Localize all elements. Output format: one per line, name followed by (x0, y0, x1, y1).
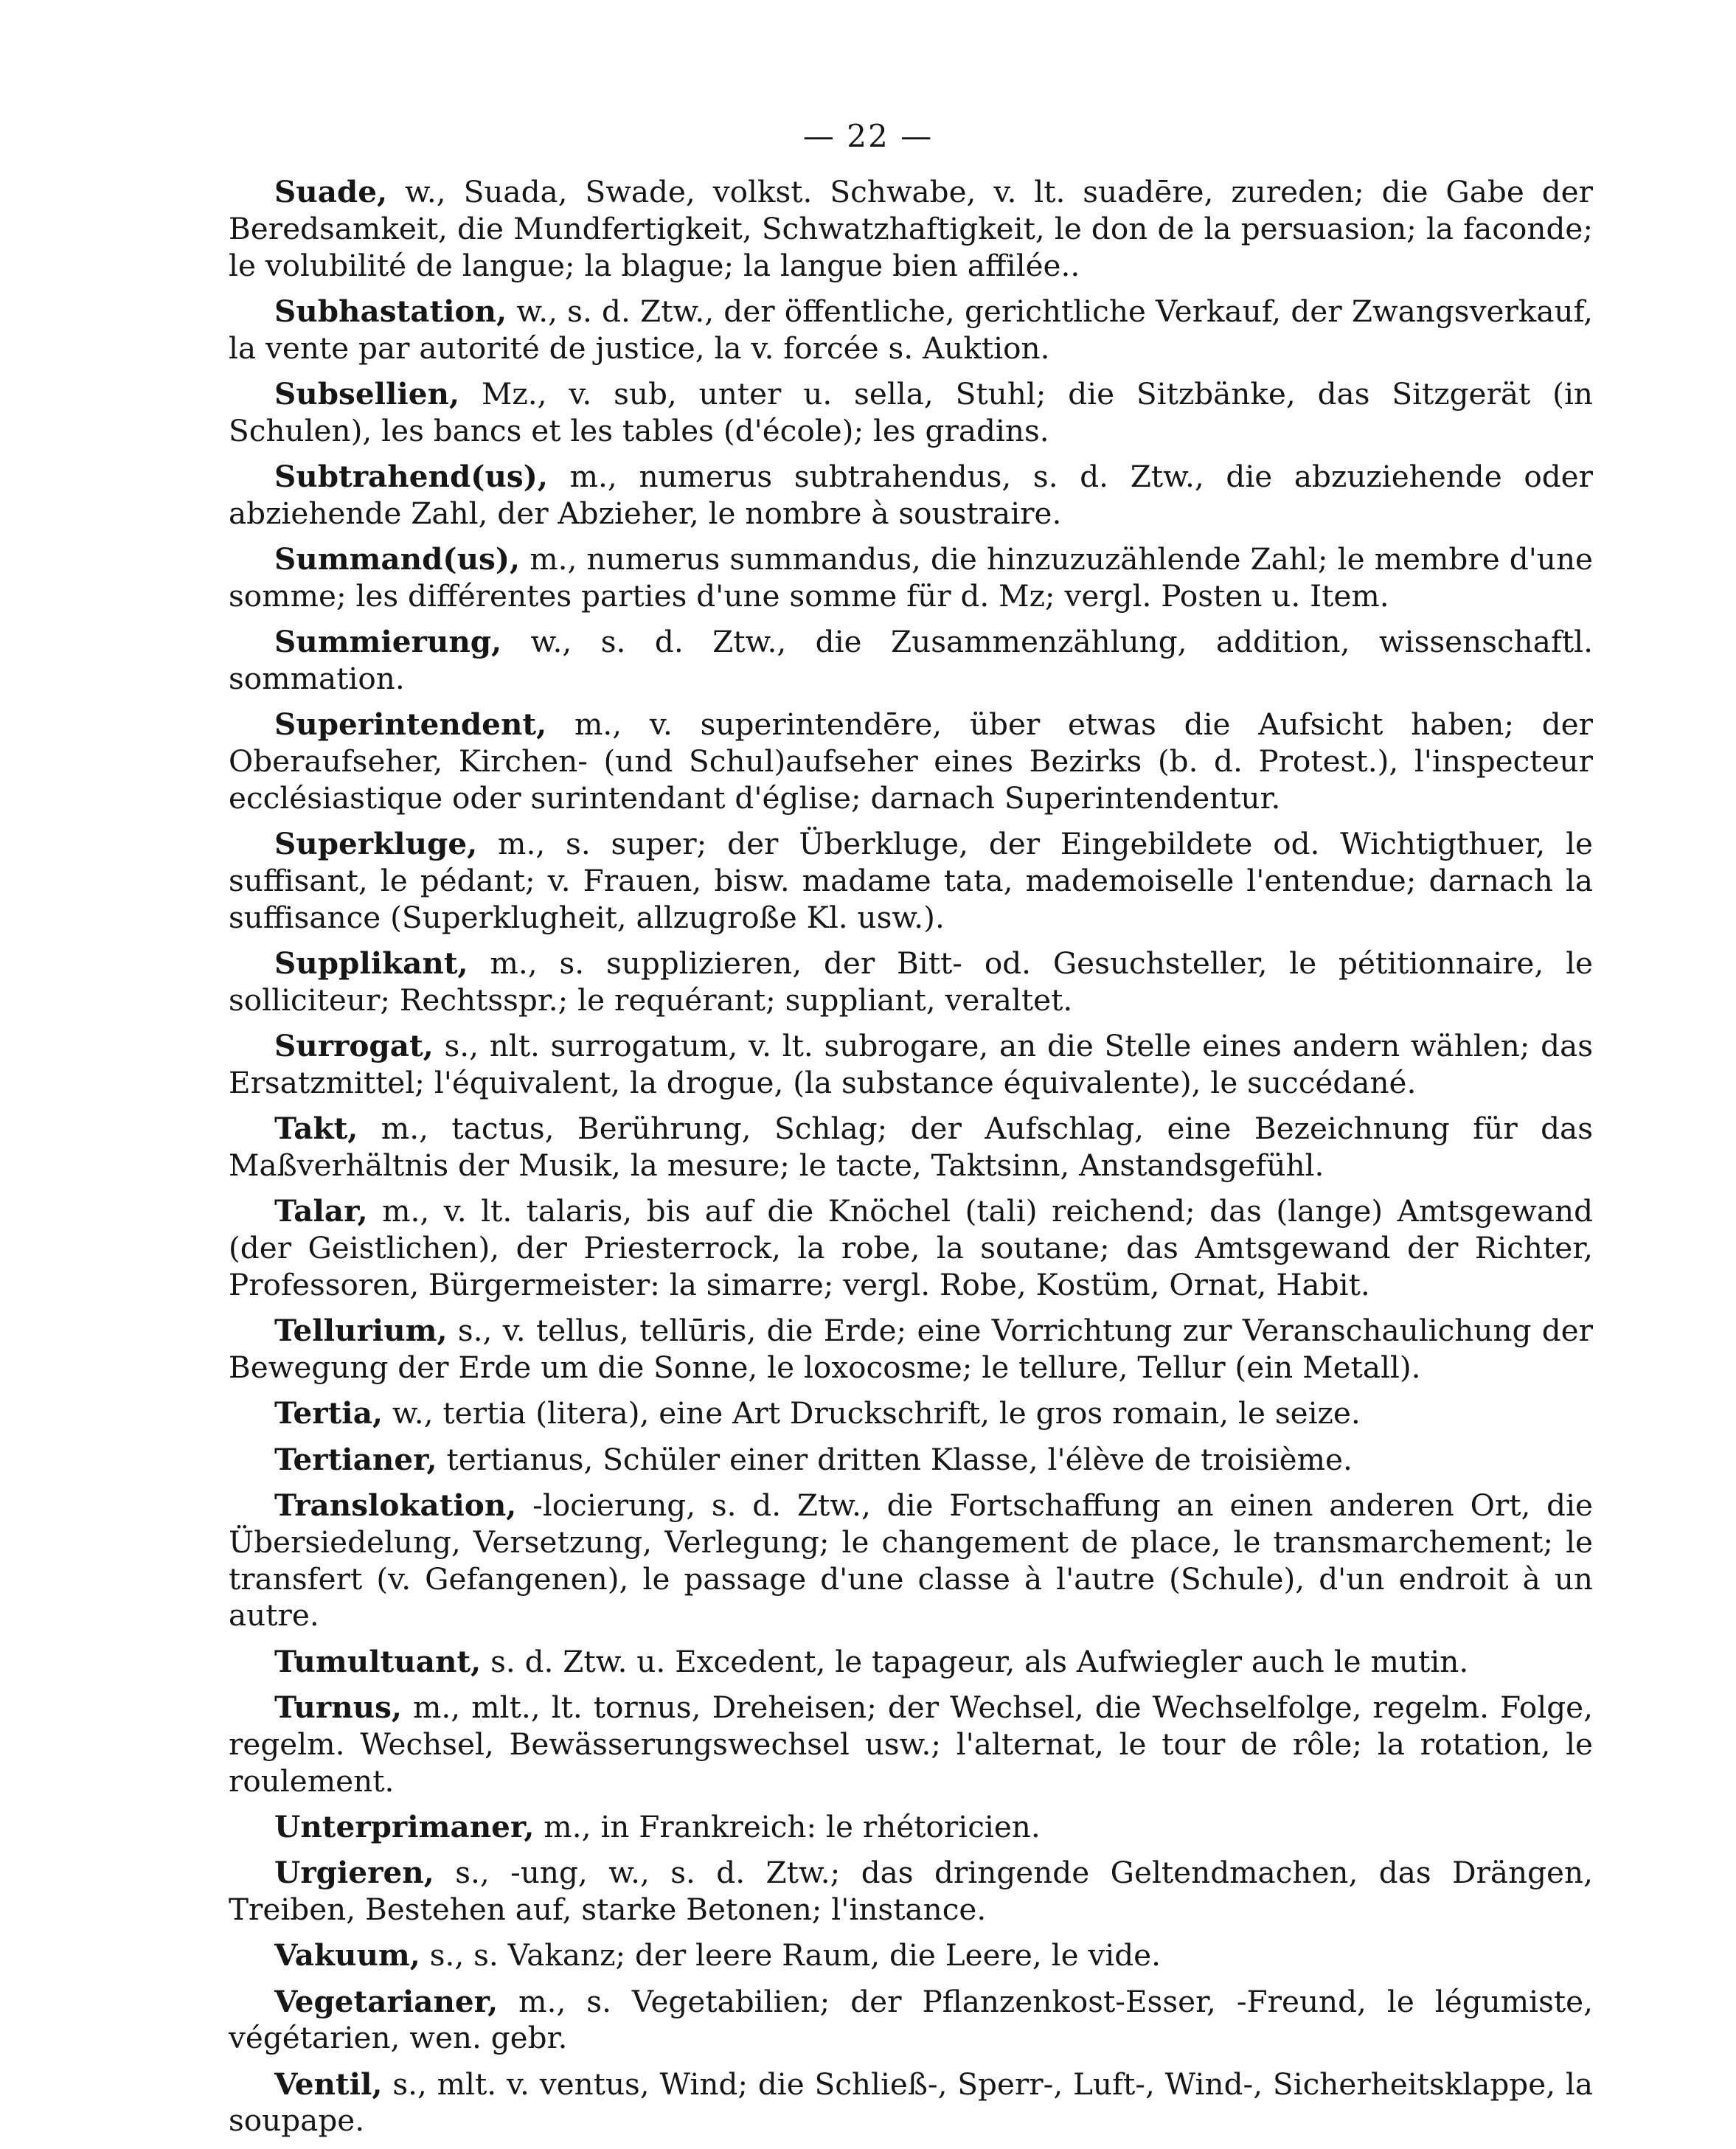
entry-text: m., numerus summandus, die hinzuzuzählende Zahl; le membre d'une somme; les différentes parties d'une somme für d. Mz; vergl. Posten u. Item. (229, 541, 1593, 614)
dictionary-entry (229, 707, 1593, 816)
page-number: — 22 — (802, 118, 934, 154)
entry-text: w., s. d. Ztw., der öffentliche, gerichtliche Verkauf, der Zwangsverkauf, la vente par autorité de justice, la v. forcée s. Auktion. (229, 293, 1593, 366)
entry-text: s., -ung, w., s. d. Ztw.; das dringende Geltendmachen, das Drängen, Treiben, Bestehen auf, starke Betonen; l'instance. (229, 1855, 1593, 1927)
entry-headword: Tumultuant, (274, 1643, 482, 1679)
dictionary-entry (229, 1395, 1593, 1432)
dictionary-entry (229, 2066, 1593, 2140)
entry-text: w., Suada, Swade, volkst. Schwabe, v. lt. suadēre, zureden; die Gabe der Beredsamkeit, die Mundfertigkeit, Schwatzhaftigkeit, le don de la persuasion; la faconde; le volubilité de langue; la blague; la langue bien affilée.. (229, 174, 1593, 283)
entry-text: s. d. Ztw. u. Excedent, le tapageur, als Aufwiegler auch le mutin. (481, 1643, 1469, 1679)
entry-text: s., nlt. surrogatum, v. lt. subrogare, an die Stelle eines andern wählen; das Ersatzmittel; l'équivalent, la drogue, (la substance équivalente), le succédané. (229, 1028, 1593, 1101)
dictionary-entry (229, 1193, 1593, 1303)
dictionary-entry (229, 1313, 1593, 1386)
entry-headword: Subsellien, (274, 375, 460, 412)
dictionary-entry (229, 1690, 1593, 1799)
entry-text: w., s. d. Ztw., die Zusammenzählung, addition, wissenschaftl. sommation. (229, 624, 1593, 697)
entry-text: m., s. super; der Überkluge, der Eingebildete od. Wichtigthuer, le suffisant, le pédant; v. Frauen, bisw. madame tata, mademoiselle l'entendue; darnach la suffisance (Superklugheit, allzugroße Kl. usw.). (229, 826, 1593, 935)
dictionary-entry (229, 1984, 1593, 2058)
entry-headword: Turnus, (274, 1689, 402, 1725)
entry-text: w., tertia (litera), eine Art Druckschrift, le gros romain, le seize. (383, 1395, 1361, 1431)
entry-headword: Unterprimaner, (274, 1808, 535, 1844)
entry-text: m., numerus subtrahendus, s. d. Ztw., die abzuziehende oder abziehende Zahl, der Abzieher, le nombre à soustraire. (229, 459, 1593, 531)
entry-headword: Tertia, (274, 1395, 383, 1431)
entry-headword: Urgieren, (274, 1855, 434, 1891)
entry-headword: Translokation, (274, 1487, 517, 1523)
entry-text: m., s. supplizieren, der Bitt- od. Gesuchsteller, le pétitionnaire, le solliciteur; Rechtsspr.; le requérant; suppliant, veraltet. (229, 945, 1593, 1018)
entry-headword: Takt, (274, 1111, 358, 1147)
entry-headword: Summierung, (274, 624, 502, 660)
entry-text: m., tactus, Berührung, Schlag; der Aufschlag, eine Bezeichnung für das Maßverhältnis der Musik, la mesure; le tacte, Taktsinn, Anstandsgefühl. (229, 1111, 1593, 1184)
entry-headword: Talar, (274, 1193, 368, 1229)
entry-text: s., s. Vakanz; der leere Raum, die Leere, le vide. (420, 1937, 1162, 1973)
entry-headword: Tertianer, (274, 1441, 437, 1477)
entry-text: Mz., v. sub, unter u. sella, Stuhl; die Sitzbänke, das Sitzgerät (in Schulen), les bancs et les tables (d'école); les gradins. (229, 375, 1593, 448)
entry-headword: Superintendent, (274, 707, 547, 743)
entry-headword: Summand(us), (274, 541, 521, 577)
entry-headword: Vakuum, (274, 1937, 420, 1973)
dictionary-entry (229, 376, 1593, 450)
dictionary-entry (229, 459, 1593, 532)
dictionary-entry (229, 1855, 1593, 1928)
entry-text: -locierung, s. d. Ztw., die Fortschaffung an einen anderen Ort, die Übersiedelung, Versetzung, Verlegung; le changement de place, le transmarchement; le transfert (v. Gefangenen), le passage d'une classe à l'autre (Schule), d'un endroit à un autre. (229, 1487, 1593, 1634)
dictionary-entry (229, 294, 1593, 367)
entry-headword: Suade, (274, 174, 388, 209)
entry-headword: Subhastation, (274, 293, 507, 329)
dictionary-entries (229, 174, 1593, 2149)
dictionary-entry (229, 1809, 1593, 1846)
dictionary-entry (229, 1111, 1593, 1184)
entry-headword: Ventil, (274, 2066, 383, 2102)
dictionary-entry (229, 541, 1593, 615)
dictionary-entry (229, 1644, 1593, 1681)
entry-headword: Supplikant, (274, 945, 468, 982)
entry-text: m., v. superintendēre, über etwas die Aufsicht haben; der Oberaufseher, Kirchen- (und Schul)aufseher eines Bezirks (b. d. Protest.), l'inspecteur ecclésiastique oder surintendant d'église; darnach Superintendentur. (229, 707, 1593, 816)
entry-text: m., mlt., lt. tornus, Dreheisen; der Wechsel, die Wechselfolge, regelm. Folge, regelm. Wechsel, Bewässerungswechsel usw.; l'alternat, le tour de rôle; la rotation, le roulement. (229, 1689, 1593, 1799)
entry-headword: Subtrahend(us), (274, 459, 548, 495)
dictionary-entry (229, 826, 1593, 936)
entry-headword: Vegetarianer, (274, 1983, 499, 2019)
dictionary-entry (229, 174, 1593, 284)
entry-headword: Surrogat, (274, 1028, 434, 1064)
entry-headword: Tellurium, (274, 1313, 448, 1349)
entry-text: m., in Frankreich: le rhétoricien. (534, 1808, 1041, 1844)
entry-headword: Superkluge, (274, 826, 478, 862)
entry-text: s., mlt. v. ventus, Wind; die Schließ-, Sperr-, Luft-, Wind-, Sicherheitsklappe, la soupape. (229, 2066, 1593, 2139)
dictionary-entry (229, 624, 1593, 698)
dictionary-entry (229, 1487, 1593, 1634)
dictionary-entry (229, 1442, 1593, 1479)
dictionary-entry (229, 1028, 1593, 1102)
entry-text: s., v. tellus, tellūris, die Erde; eine Vorrichtung zur Veranschaulichung der Bewegung der Erde um die Sonne, le loxocosme; le tellure, Tellur (ein Metall). (229, 1313, 1593, 1386)
entry-text: m., s. Vegetabilien; der Pflanzenkost-Esser, -Freund, le légumiste, végétarien, wen. gebr. (229, 1983, 1593, 2056)
dictionary-entry (229, 945, 1593, 1019)
entry-text: tertianus, Schüler einer dritten Klasse, l'élève de troisième. (437, 1441, 1353, 1477)
dictionary-entry (229, 1937, 1593, 1974)
entry-text: m., v. lt. talaris, bis auf die Knöchel (tali) reichend; das (lange) Amtsgewand (der Geistlichen), der Priesterrock, la robe, la soutane; das Amtsgewand der Richter, Professoren, Bürgermeister: la simarre; vergl. Robe, Kostüm, Ornat, Habit. (229, 1193, 1593, 1303)
